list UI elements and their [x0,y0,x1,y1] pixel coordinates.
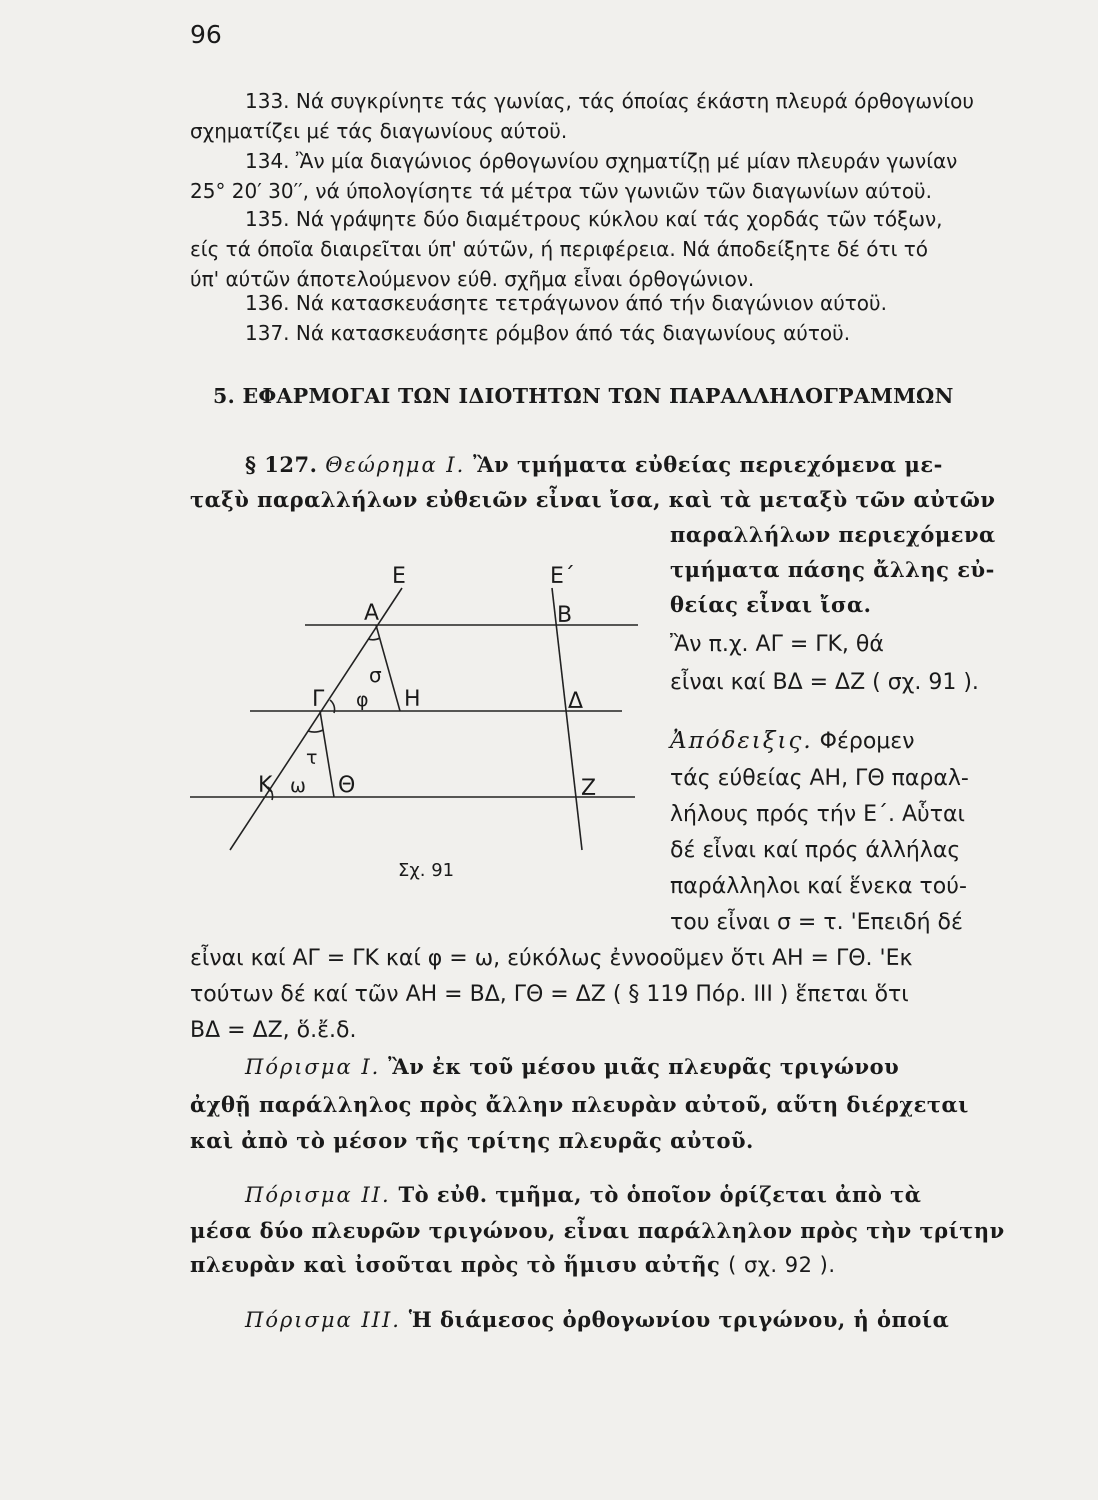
corollary-1-line-1 [245,1054,899,1079]
label-E: Ε [392,564,406,589]
proof-label: Ἀπόδειξις. [670,728,813,754]
corollary-3-text: Ἡ διάμεσος ὀρθογωνίου τριγώνου, ἡ ὁποία [408,1307,950,1332]
exercise-number: 136. [245,291,290,315]
example-line-2: εἶναι καί ΒΔ = ΔΖ ( σχ. 91 ). [670,670,979,695]
theorem-line-1 [245,452,943,477]
exercise-133 [190,86,1016,146]
proof-line-3: λήλους πρός τήν Ε΄. Αὗται [670,802,965,827]
label-sigma: σ [369,663,382,687]
exercise-text: Νά κατασκευάσητε ρόμβον άπό τάς διαγωνίους αύτοϋ. [295,321,851,345]
theorem-section: § 127. [245,452,318,477]
proof-line-1 [670,728,914,754]
page-number: 96 [190,20,222,49]
figure-91 [180,545,650,890]
exercise-text: 25° 20′ 30′′, νά ύπολογίσητε τά μέτρα τῶν γωνιῶν τῶν διαγωνίων αύτοϋ. [190,179,932,203]
exercise-number: 133. [245,89,290,113]
theorem-line-2: ταξὺ παραλλήλων εὐθειῶν εἶναι ἴσα, καὶ τὰ μεταξὺ τῶν αὐτῶν [190,487,996,512]
exercise-number: 134. [245,149,290,173]
label-Z: Ζ [581,776,597,801]
example-line-1: Ἂν π.χ. ΑΓ = ΓΚ, θά [670,632,884,657]
section-heading: 5. ΕΦΑΡΜΟΓΑΙ ΤΩΝ ΙΔΙΟΤΗΤΩΝ ΤΩΝ ΠΑΡΑΛΛΗΛΟΓΡΑΜΜΩΝ [213,384,954,408]
exercise-text: ύπ' αύτῶν άποτελούμενον εύθ. σχῆμα εἶναι όρθογώνιον. [190,267,755,291]
theorem-line-5: θείας εἶναι ἴσα. [670,592,872,617]
label-phi: φ [356,689,369,711]
proof-line-7: εἶναι καί ΑΓ = ΓΚ καί φ = ω, εύκόλως ἐννοοῦμεν ὅτι ΑΗ = ΓΘ. 'Εκ [190,946,913,971]
corollary-1-line-3: καὶ ἀπὸ τὸ μέσον τῆς τρίτης πλευρᾶς αὐτοῦ. [190,1128,754,1153]
proof-line-8: τούτων δέ καί τῶν ΑΗ = ΒΔ, ΓΘ = ΔΖ ( § 119 Πόρ. ΙΙΙ ) ἕπεται ὅτι [190,982,909,1007]
label-B: Β [557,603,573,628]
label-K: Κ [258,773,273,798]
label-TH: Θ [338,773,356,798]
corollary-1-text: Ἂν ἐκ τοῦ μέσου μιᾶς πλευρᾶς τριγώνου [388,1054,900,1079]
figure-reference: ( σχ. 92 ). [728,1253,836,1277]
label-G: Γ [312,687,325,712]
exercise-text: Νά κατασκευάσητε τετράγωνον άπό τήν διαγώνιον αύτοϋ. [295,291,887,315]
theorem-line-4: τμήματα πάσης ἄλλης εὐ- [670,557,995,582]
label-E-prime: Ε΄ [550,564,575,589]
angle-arc-tau [308,730,323,732]
theorem-line-3: παραλλήλων περιεχόμενα [670,522,996,547]
corollary-3-label: Πόρισμα ΙΙΙ. [245,1308,401,1332]
corollary-2-line-1 [245,1182,921,1207]
exercise-text: σχηματίζει μέ τάς διαγωνίους αύτοϋ. [190,119,568,143]
exercise-134 [190,146,1016,206]
corollary-2-line-2: μέσα δύο πλευρῶν τριγώνου, εἶναι παράλληλον πρὸς τὴν τρίτην [190,1218,1005,1243]
corollary-1-label: Πόρισμα Ι. [245,1055,381,1079]
corollary-1-line-2: ἀχθῇ παράλληλος πρὸς ἄλλην πλευρὰν αὐτοῦ, αὕτη διέρχεται [190,1092,969,1117]
exercise-text: Ἂν μία διαγώνιος όρθογωνίου σχηματίζῃ μέ μίαν πλευράν γωνίαν [295,149,958,173]
label-A: Α [364,601,380,626]
proof-line-2: τάς εύθείας ΑΗ, ΓΘ παραλ- [670,766,969,791]
exercise-text: είς τά όποῖα διαιρεῖται ύπ' αύτῶν, ή περιφέρεια. Νά άποδείξητε δέ ότι τό [190,237,928,261]
label-D: Δ [568,689,584,714]
corollary-2-line-3 [190,1252,836,1277]
label-omega: ω [290,775,306,797]
corollary-2-text: Τὸ εὐθ. τμῆμα, τὸ ὁποῖον ὁρίζεται ἀπὸ τὰ [398,1182,922,1207]
corollary-2-text: πλευρὰν καὶ ἰσοῦται πρὸς τὸ ἥμισυ αὐτῆς [190,1252,721,1277]
proof-line-9: ΒΔ = ΔΖ, ὅ.ἔ.δ. [190,1018,357,1043]
exercise-number: 137. [245,321,290,345]
corollary-3-line-1 [245,1307,949,1332]
proof-text: Φέρομεν [819,729,915,754]
proof-line-4: δέ εἶναι καί πρός άλλήλας [670,838,961,863]
label-tau: τ [306,747,318,769]
proof-line-6: του εἶναι σ = τ. 'Επειδή δέ [670,910,963,935]
exercise-text: Νά συγκρίνητε τάς γωνίας, τάς όποίας έκάστη πλευρά όρθογωνίου [295,89,974,113]
theorem-label: Θεώρημα Ι. [325,453,466,477]
figure-caption: Σχ. 91 [398,860,455,881]
corollary-2-label: Πόρισμα ΙΙ. [245,1183,391,1207]
proof-line-5: παράλληλοι καί ἕνεκα τού- [670,874,967,899]
label-H: Η [404,687,421,712]
exercise-136 [190,288,1016,318]
exercise-137 [190,318,1016,348]
exercise-text: Νά γράψητε δύο διαμέτρους κύκλου καί τάς χορδάς τῶν τόξων, [295,207,943,231]
segment-GTH [320,711,334,797]
exercise-135 [190,204,1016,294]
theorem-text: Ἂν τμήματα εὐθείας περιεχόμενα με- [473,452,943,477]
exercise-number: 135. [245,207,290,231]
